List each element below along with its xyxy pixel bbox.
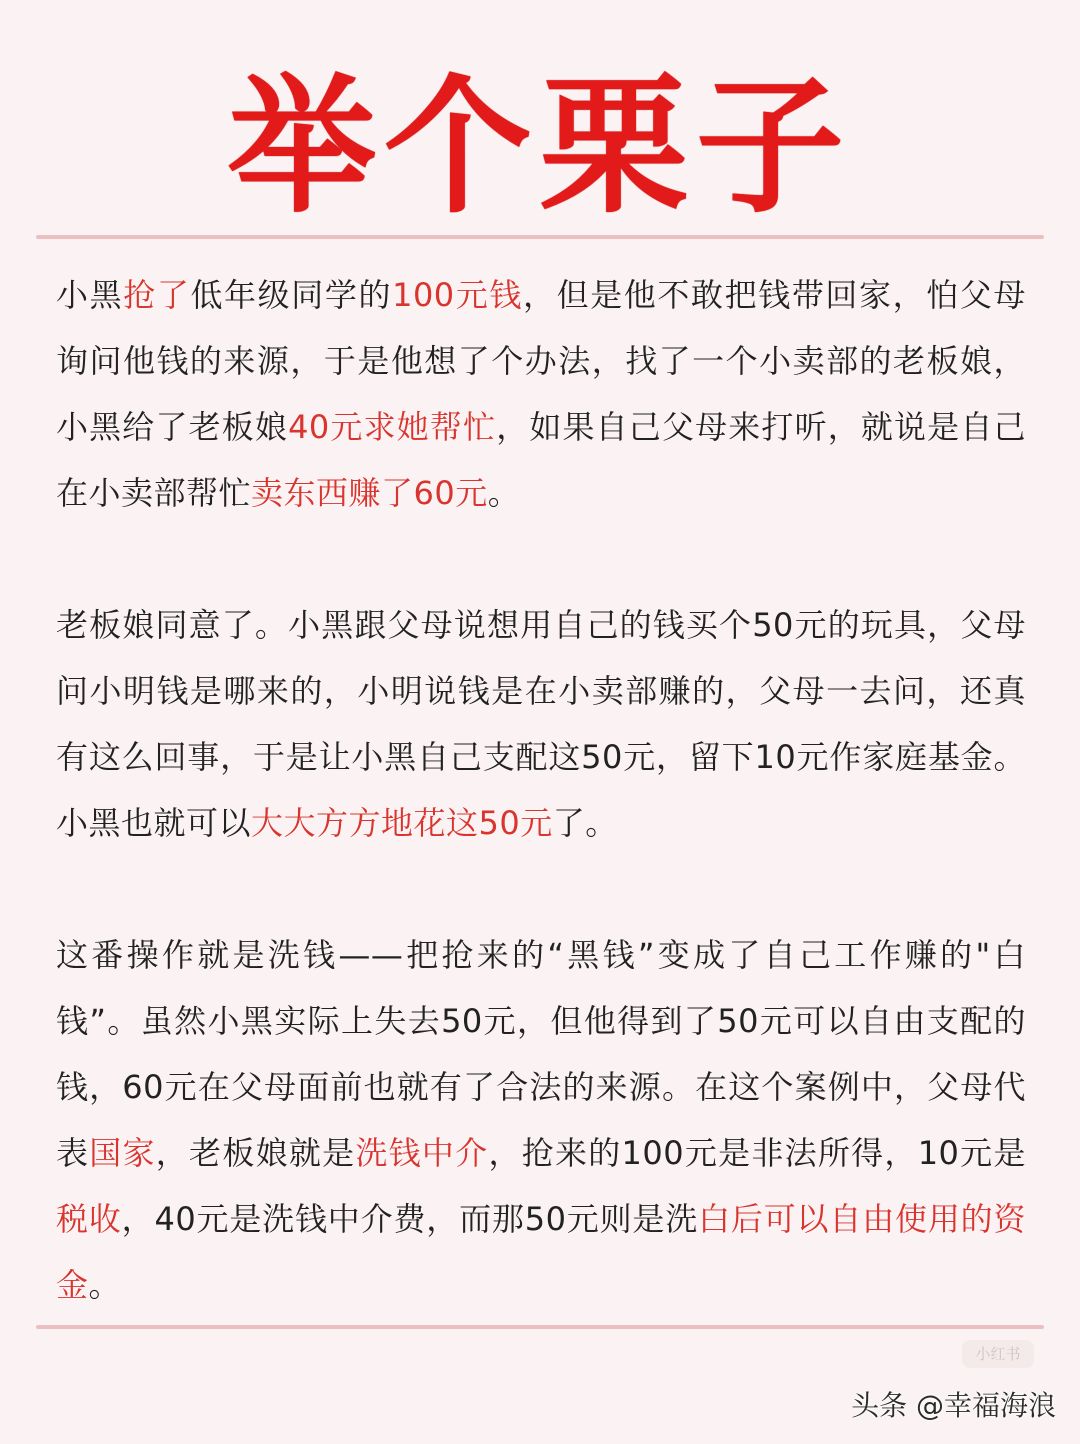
top-divider — [36, 235, 1044, 239]
highlight-text: 白后可以自由使用的资金 — [56, 1200, 1026, 1304]
highlight-text: 卖东西赚了60元 — [251, 474, 488, 512]
watermark-badge: 小红书 — [962, 1340, 1034, 1368]
page-title: 举个栗子 — [228, 61, 852, 233]
text-span: 小黑 — [56, 276, 124, 314]
text-span: ，老板娘就是 — [155, 1134, 356, 1172]
highlight-text: 100元钱 — [392, 276, 523, 314]
text-span: ，如果自己父母来打听，就说是自己在小卖部帮忙 — [56, 408, 1026, 512]
highlight-text: 大大方方地花这50元 — [251, 804, 553, 842]
paragraph-3 — [56, 922, 1026, 1318]
highlight-text: 税收 — [56, 1200, 122, 1238]
highlight-text: 国家 — [89, 1134, 156, 1172]
bottom-divider — [36, 1325, 1044, 1329]
highlight-text: 抢了 — [123, 276, 191, 314]
text-span: 了。 — [552, 804, 618, 842]
text-span: 老板娘同意了。小黑跟父母说想用自己的钱买个50元的玩具，父母问小明钱是哪来的，小明说钱是在小卖部赚的，父母一去问，还真有这么回事，于是让小黑自己支配这50元，留下10元作家庭基金。小黑也就可以 — [56, 606, 1026, 842]
text-span: 。 — [487, 474, 521, 512]
text-span: ，40元是洗钱中介费，而那50元则是洗 — [121, 1200, 699, 1238]
text-span: ，抢来的100元是非法所得，10元是 — [488, 1134, 1026, 1172]
text-span: ，但是他不敢把钱带回家，怕父母询问他钱的来源，于是他想了个办法，找了一个小卖部的老板娘，小黑给了老板娘 — [56, 276, 1026, 446]
paragraph-1 — [56, 262, 1026, 526]
text-span: 低年级同学的 — [190, 276, 393, 314]
paragraph-2 — [56, 592, 1026, 856]
highlight-text: 40元求她帮忙 — [288, 408, 497, 446]
text-span: 这番操作就是洗钱——把抢来的“黑钱”变成了自己工作赚的"白钱”。虽然小黑实际上失去50元，但他得到了50元可以自由支配的钱，60元在父母面前也就有了合法的来源。在这个案例中，父母代表 — [56, 936, 1026, 1172]
highlight-text: 洗钱中介 — [355, 1134, 489, 1172]
author-credit: 头条 @幸福海浪 — [851, 1389, 1056, 1422]
text-span: 。 — [88, 1266, 122, 1304]
